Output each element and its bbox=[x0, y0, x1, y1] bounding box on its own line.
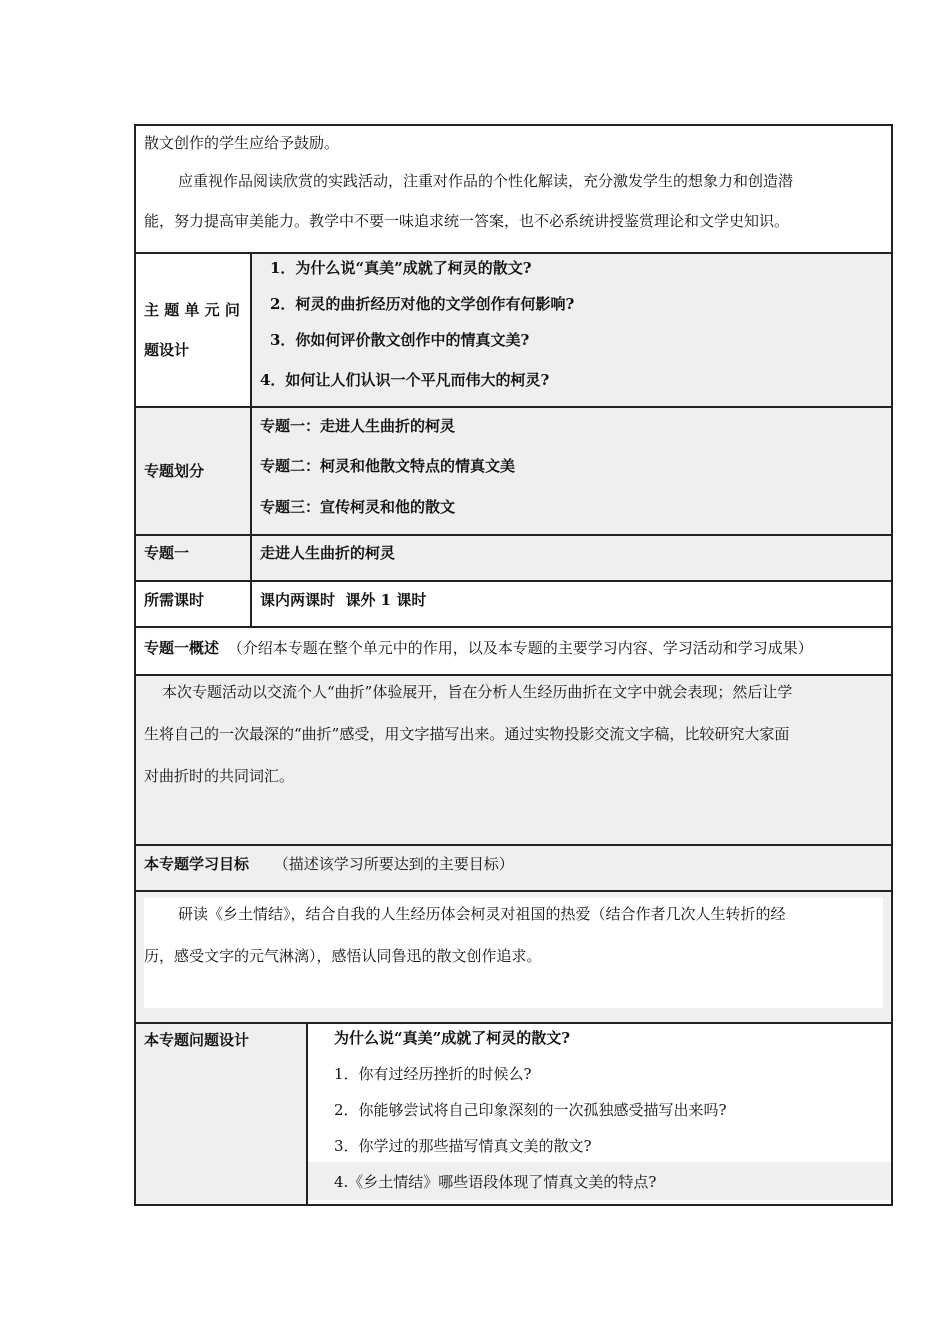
overview-hint: （介绍本专题在整个单元中的作用，以及本专题的主要学习内容、学习活动和学习成果） bbox=[227, 639, 813, 657]
design-item-1: 1．你有过经历挫折的时候么? bbox=[334, 1065, 532, 1083]
unit-questions-label-2: 题设计 bbox=[144, 341, 190, 359]
goals-hint: （描述该学习所要达到的主要目标） bbox=[273, 855, 514, 873]
design-title: 为什么说“真美”成就了柯灵的散文? bbox=[334, 1029, 571, 1047]
intro-para-2-line-2: 能，努力提高审美能力。教学中不要一味追求统一答案，也不必系统讲授鉴赏理论和文学史知识。 bbox=[144, 212, 790, 230]
unit-questions-row bbox=[135, 253, 892, 407]
overview-line-2: 生将自己的一次最深的“曲折”感受，用文字描写出来。通过实物投影交流文字稿，比较研究大家面 bbox=[144, 725, 790, 743]
hours-value: 课内两课时 课外 1 课时 bbox=[260, 591, 427, 609]
intro-para-2-line-1: 应重视作品阅读欣赏的实践活动，注重对作品的个性化解读，充分激发学生的想象力和创造潜 bbox=[178, 172, 794, 190]
unit-question-3: 3．你如何评价散文创作中的情真文美? bbox=[270, 331, 530, 349]
topic-item-3: 专题三：宣传柯灵和他的散文 bbox=[260, 498, 456, 516]
intro-row bbox=[135, 125, 892, 253]
topic1-label: 专题一 bbox=[144, 544, 190, 562]
overview-label: 专题一概述 bbox=[144, 639, 220, 657]
goals-body-row bbox=[135, 891, 892, 1023]
design-item-3: 3．你学过的那些描写情真文美的散文? bbox=[334, 1137, 592, 1155]
goals-line-1: 研读《乡土情结》，结合自我的人生经历体会柯灵对祖国的热爱（结合作者几次人生转折的经 bbox=[178, 905, 786, 923]
unit-question-1: 1．为什么说“真美”成就了柯灵的散文? bbox=[270, 259, 532, 277]
design-item-4: 4.《乡土情结》哪些语段体现了情真文美的特点? bbox=[334, 1173, 657, 1191]
topic-item-2: 专题二：柯灵和他散文特点的情真文美 bbox=[260, 457, 516, 475]
topic1-row bbox=[135, 535, 892, 581]
overview-header-row bbox=[135, 627, 892, 675]
overview-body-row bbox=[135, 675, 892, 845]
topics-label: 专题划分 bbox=[144, 462, 205, 480]
design-label: 本专题问题设计 bbox=[144, 1031, 250, 1049]
lesson-plan-table bbox=[134, 124, 893, 1206]
design-item-2: 2．你能够尝试将自己印象深刻的一次孤独感受描写出来吗? bbox=[334, 1101, 727, 1119]
goals-header-row bbox=[135, 845, 892, 891]
topic-item-1: 专题一：走进人生曲折的柯灵 bbox=[260, 417, 456, 435]
overview-line-1: 本次专题活动以交流个人“曲折”体验展开，旨在分析人生经历曲折在文字中就会表现；然后让学 bbox=[162, 683, 793, 701]
unit-question-2: 2．柯灵的曲折经历对他的文学创作有何影响? bbox=[270, 295, 575, 313]
topics-row bbox=[135, 407, 892, 535]
design-row bbox=[135, 1023, 892, 1205]
goals-label: 本专题学习目标 bbox=[144, 855, 250, 873]
intro-line-1: 散文创作的学生应给予鼓励。 bbox=[144, 134, 340, 152]
unit-question-4: 4．如何让人们认识一个平凡而伟大的柯灵? bbox=[260, 371, 550, 389]
hours-label: 所需课时 bbox=[144, 591, 205, 609]
hours-row bbox=[135, 581, 892, 627]
goals-line-2: 历，感受文字的元气淋漓），感悟认同鲁迅的散文创作追求。 bbox=[144, 947, 542, 965]
unit-questions-label-1: 主 题 单 元 问 bbox=[144, 301, 240, 319]
topic1-value: 走进人生曲折的柯灵 bbox=[260, 544, 396, 562]
overview-line-3: 对曲折时的共同词汇。 bbox=[144, 767, 295, 785]
